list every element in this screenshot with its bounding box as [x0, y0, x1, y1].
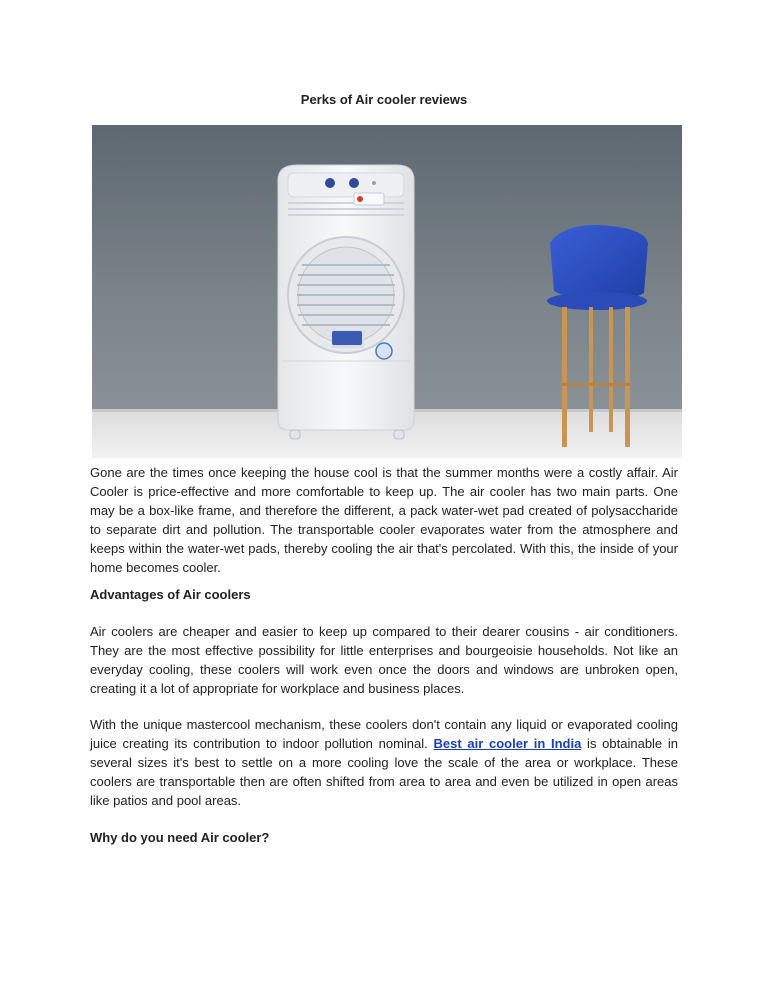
advantages-paragraph-2-text-after: is obtainable in several sizes it's best to settle on a more cooling love the scale of the area or workplace. These coolers are transportable then are often shifted from area to area and even be utilized in open areas like patios and pool areas. [90, 736, 678, 808]
air-cooler-illustration [92, 125, 682, 458]
intro-paragraph: Gone are the times once keeping the house cool is that the summer months were a costly affair. Air Cooler is price-effective and more comfortable to keep up. The air cooler has two main parts. One may be a box-like frame, and therefore the different, a pack water-wet pad created of polysaccharide to separate dirt and pollution. The transportable cooler evaporates water from the atmosphere and keeps within the water-wet pads, thereby cooling the air that's percolated. With this, the inside of your home becomes cooler. [90, 465, 678, 575]
heading-why: Why do you need Air cooler? [90, 830, 270, 845]
cooler-graphic [278, 165, 414, 439]
product-photo [92, 125, 682, 458]
advantages-paragraph-2-text-before: With the unique mastercool mechanism, these coolers don't contain any liquid or evaporated cooling juice creating its contribution to indoor pollution nominal. [90, 717, 678, 751]
advantages-paragraph-1: Air coolers are cheaper and easier to keep up compared to their dearer cousins - air conditioners. They are the most effective possibility for little enterprises and bourgeoisie households. Not like an everyday cooling, these coolers will work even once the doors and windows are unbroken open, creating it a lot of appropriate for workplace and business places. [90, 624, 678, 696]
heading-advantages: Advantages of Air coolers [90, 587, 251, 602]
advantages-paragraph-2 [90, 715, 678, 810]
best-air-cooler-link[interactable]: Best air cooler in India [433, 736, 582, 751]
page-title: Perks of Air cooler reviews [300, 92, 468, 107]
